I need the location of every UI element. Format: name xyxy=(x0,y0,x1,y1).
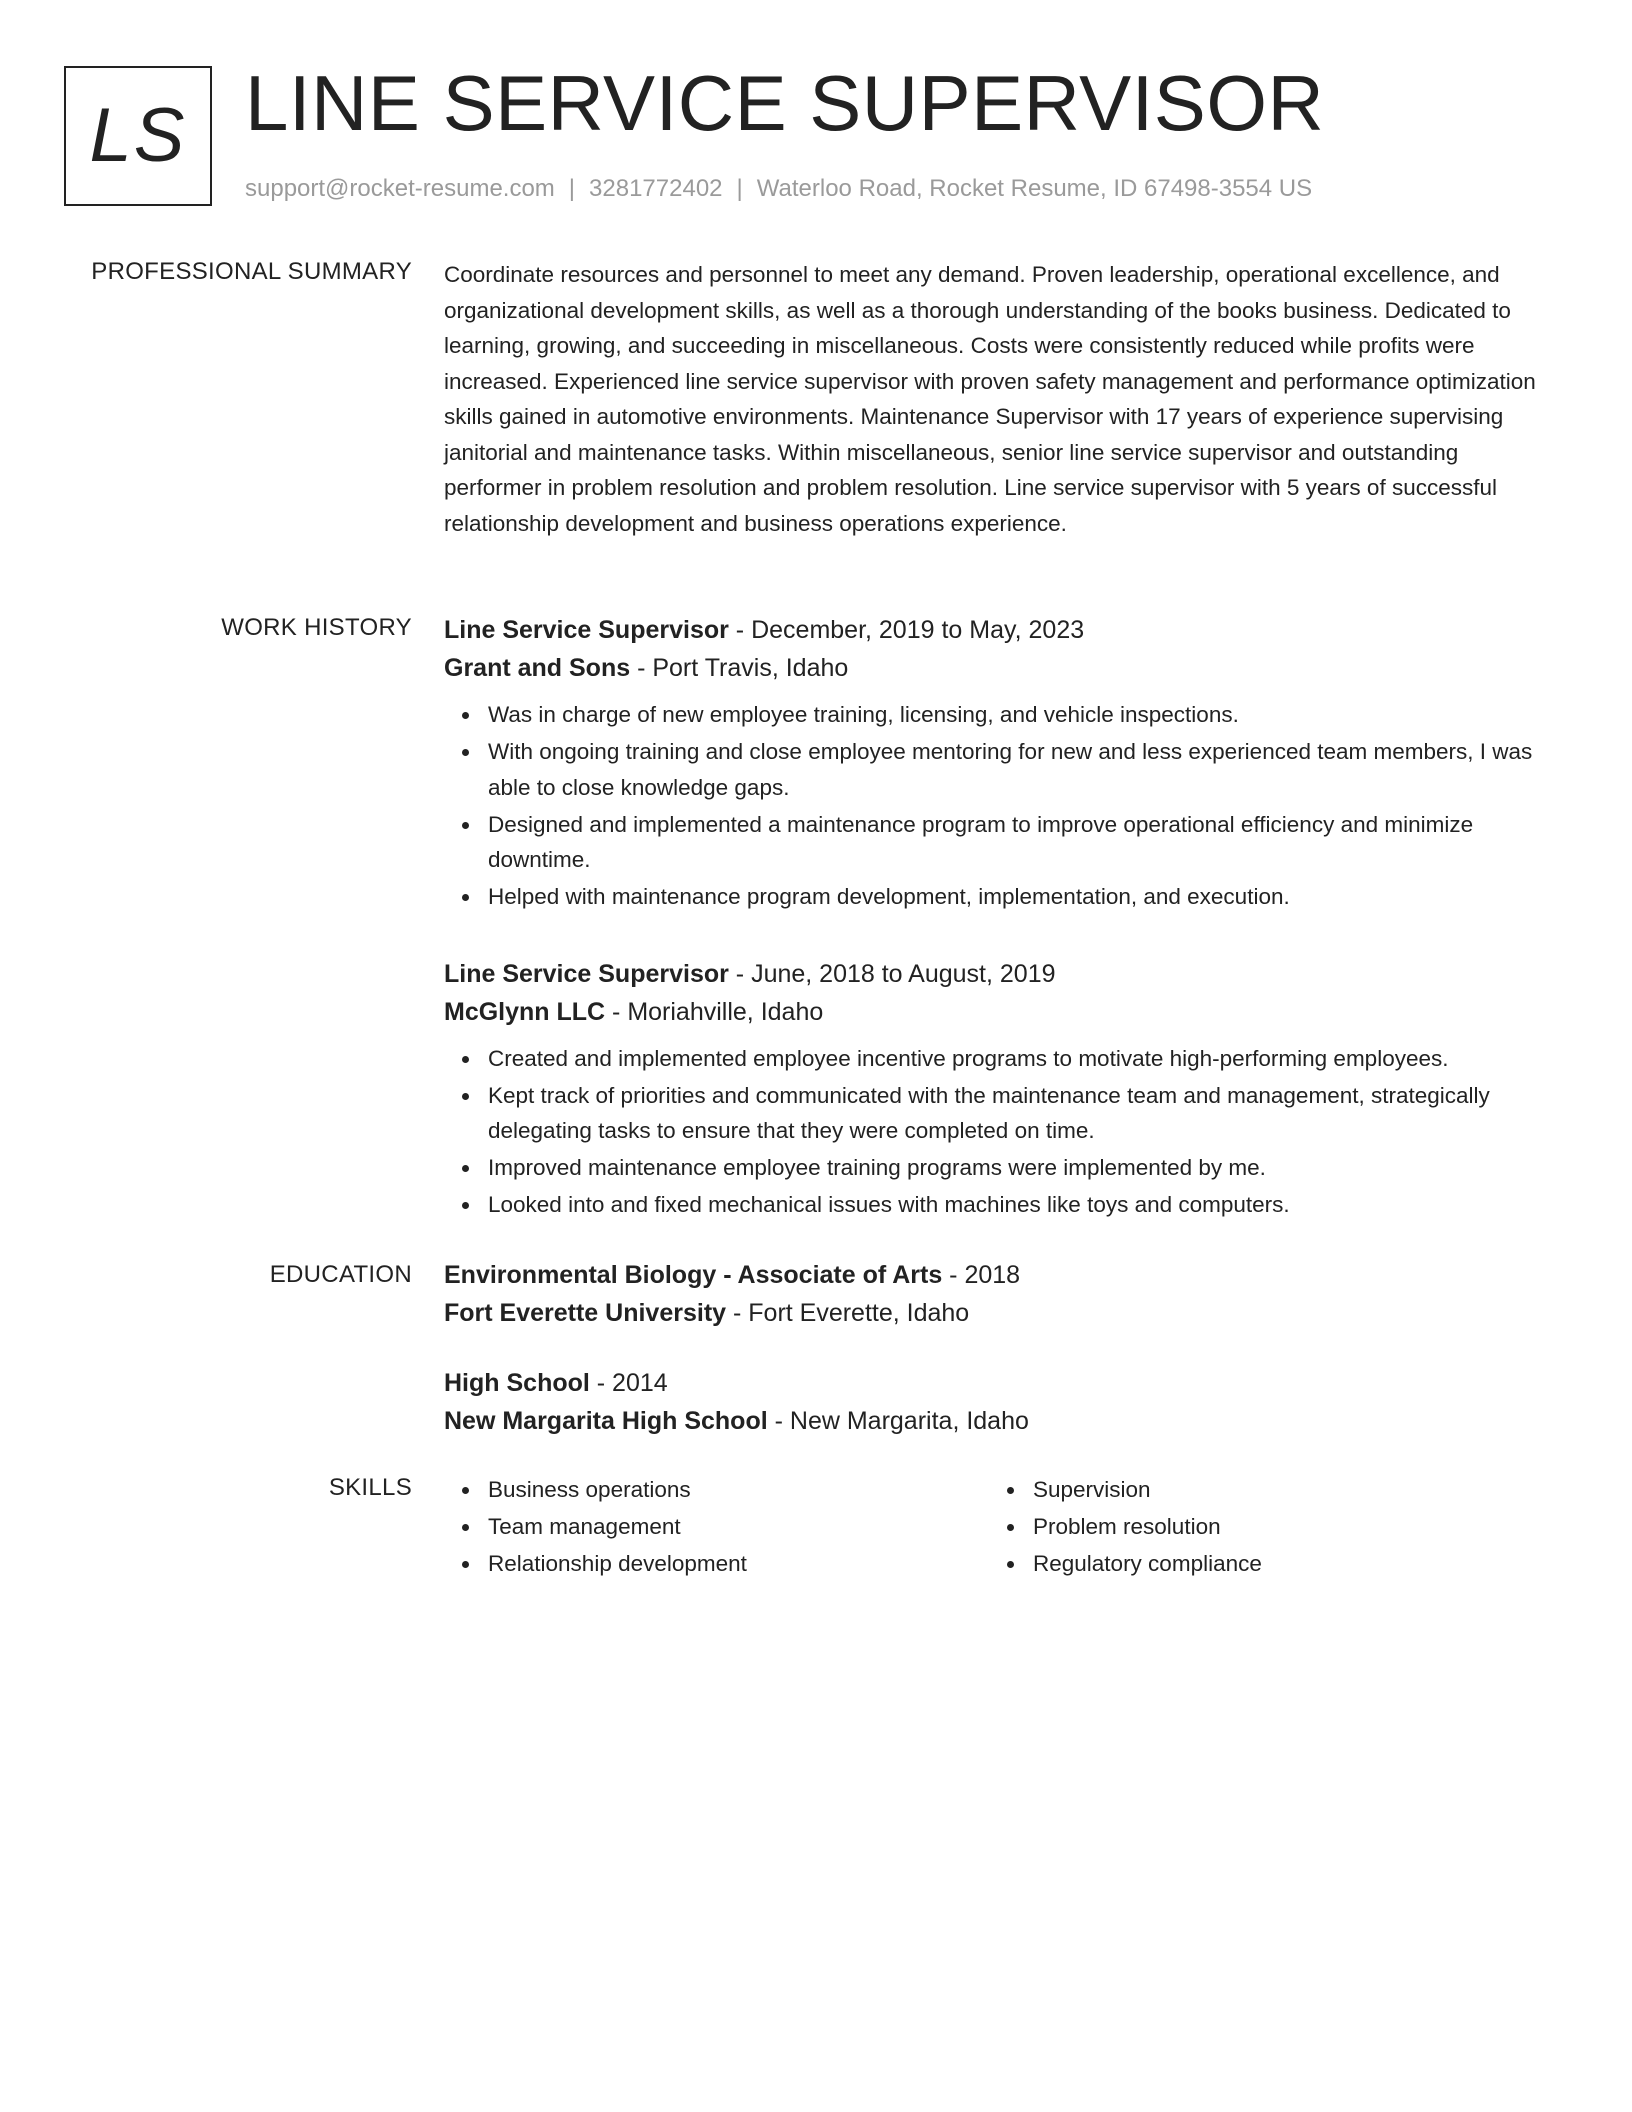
job-title-line xyxy=(444,955,1554,993)
job-duties-list xyxy=(444,697,1554,915)
job-duty: Created and implemented employee incentive programs to motivate high-performing employees. xyxy=(488,1041,1554,1077)
education-location: - New Margarita, Idaho xyxy=(767,1407,1029,1435)
job-dates: - December, 2019 to May, 2023 xyxy=(728,616,1085,644)
work-history-body xyxy=(444,611,1554,1224)
contact-separator: | xyxy=(736,175,743,202)
education-entry xyxy=(444,1256,1554,1332)
job-company: McGlynn LLC xyxy=(444,997,606,1026)
job-entry xyxy=(444,611,1554,915)
monogram-initials: LS xyxy=(89,93,187,178)
skills-columns xyxy=(444,1472,1554,1583)
job-title-line xyxy=(444,611,1554,649)
section-label-work-history: WORK HISTORY xyxy=(221,614,412,641)
job-location: - Port Travis, Idaho xyxy=(630,654,849,682)
education-degree: High School xyxy=(444,1369,590,1397)
summary-text: Coordinate resources and personnel to meet any demand. Proven leadership, operational excellence, and organizational development skills, as well as a thorough understanding of the books business. Dedicated to learning, growing, and succeeding in miscellaneous. Costs were consistently reduced while profits were increased. Experienced line service supervisor with proven safety management and performance optimization skills gained in automotive environments. Maintenance Supervisor with 17 years of experience supervising janitorial and maintenance tasks. Within miscellaneous, senior line service supervisor and outstanding performer in problem resolution and problem resolution. Line service supervisor with 5 years of successful relationship development and business operations experience. xyxy=(444,262,1536,536)
job-duty: Was in charge of new employee training, licensing, and vehicle inspections. xyxy=(488,697,1554,733)
contact-email: support@rocket-resume.com xyxy=(245,175,555,202)
skill-item: Regulatory compliance xyxy=(1033,1546,1534,1582)
job-duty: Designed and implemented a maintenance program to improve operational efficiency and minimize downtime. xyxy=(488,807,1554,878)
education-degree-line xyxy=(444,1364,1554,1402)
skill-item: Problem resolution xyxy=(1033,1509,1534,1545)
job-entry xyxy=(444,955,1554,1223)
skills-list-left xyxy=(444,1472,989,1583)
job-duty: Looked into and fixed mechanical issues with machines like toys and computers. xyxy=(488,1187,1554,1223)
job-duty: Helped with maintenance program development, implementation, and execution. xyxy=(488,879,1554,915)
job-dates: - June, 2018 to August, 2019 xyxy=(728,959,1056,988)
job-duty: With ongoing training and close employee mentoring for new and less experienced team members, I was able to close knowledge gaps. xyxy=(488,734,1554,805)
job-title: Line Service Supervisor xyxy=(444,616,729,644)
section-label-summary: PROFESSIONAL SUMMARY xyxy=(91,258,412,285)
education-school: New Margarita High School xyxy=(444,1407,768,1435)
education-school-line xyxy=(444,1402,1554,1440)
job-duties-list xyxy=(444,1041,1554,1223)
education-school: Fort Everette University xyxy=(444,1299,727,1327)
summary-body xyxy=(444,257,1554,541)
job-company-line xyxy=(444,993,1554,1031)
education-school-line xyxy=(444,1294,1554,1332)
job-company: Grant and Sons xyxy=(444,654,631,682)
resume-title: LINE SERVICE SUPERVISOR xyxy=(245,59,1325,147)
education-year: - 2018 xyxy=(942,1261,1021,1289)
skill-item: Team management xyxy=(488,1509,989,1545)
job-duty: Kept track of priorities and communicated with the maintenance team and management, strategically delegating tasks to ensure that they were completed on time. xyxy=(488,1078,1554,1149)
education-location: - Fort Everette, Idaho xyxy=(726,1299,970,1327)
job-company-line xyxy=(444,649,1554,687)
job-duty: Improved maintenance employee training programs were implemented by me. xyxy=(488,1150,1554,1186)
education-year: - 2014 xyxy=(589,1369,668,1397)
education-entry xyxy=(444,1364,1554,1440)
job-location: - Moriahville, Idaho xyxy=(605,997,824,1026)
contact-line xyxy=(245,174,1312,204)
education-degree: Environmental Biology - Associate of Arts xyxy=(444,1261,943,1289)
job-title: Line Service Supervisor xyxy=(444,959,729,988)
section-label-skills: SKILLS xyxy=(328,1474,412,1501)
section-label-education: EDUCATION xyxy=(269,1261,412,1288)
contact-phone: 3281772402 xyxy=(589,175,723,202)
skill-item: Relationship development xyxy=(488,1546,989,1582)
education-degree-line xyxy=(444,1256,1554,1294)
skill-item: Business operations xyxy=(488,1472,989,1508)
skills-body xyxy=(444,1472,1554,1583)
education-body xyxy=(444,1256,1554,1440)
contact-separator: | xyxy=(568,175,576,202)
skills-list-right xyxy=(989,1472,1534,1583)
skill-item: Supervision xyxy=(1033,1472,1534,1508)
monogram-box xyxy=(64,66,212,206)
contact-address: Waterloo Road, Rocket Resume, ID 67498-3554 US xyxy=(756,175,1313,202)
